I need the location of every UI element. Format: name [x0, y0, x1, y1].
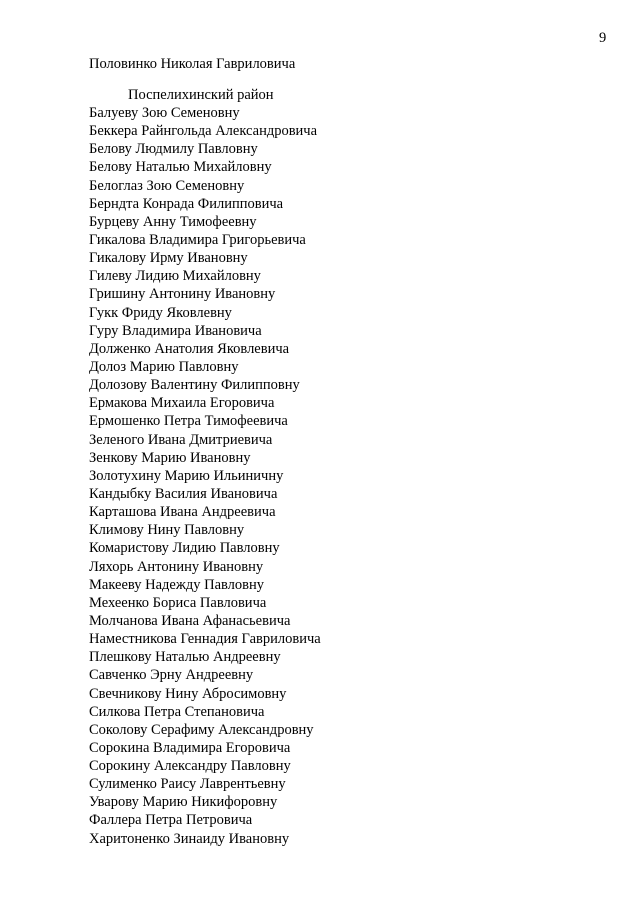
name-entry-top: Половинко Николая Гавриловича: [89, 56, 296, 72]
name-list-item: Берндта Конрада Филипповича: [89, 195, 284, 212]
name-list-item: Долозову Валентину Филипповну: [89, 377, 300, 394]
name-list-item: Гилеву Лидию Михайловну: [89, 268, 261, 285]
name-list-item: Кандыбку Василия Ивановича: [89, 485, 278, 502]
name-list-item: Сулименко Раису Лаврентьевну: [89, 776, 286, 793]
name-list-item: Климову Нину Павловну: [89, 522, 245, 539]
name-list-item: Гуру Владимира Ивановича: [89, 322, 262, 339]
name-list-item: Зенкову Марию Ивановну: [89, 449, 251, 466]
page-number: 9: [599, 30, 607, 46]
name-list-item: Уварову Марию Никифоровну: [89, 794, 278, 811]
name-list-item: Сорокину Александру Павловну: [89, 758, 291, 775]
name-list-item: Макееву Надежду Павловну: [89, 576, 265, 593]
district-heading: Поспелихинский район: [128, 87, 274, 103]
name-list-item: Белоглаз Зою Семеновну: [89, 177, 245, 194]
name-list-item: Фаллера Петра Петровича: [89, 812, 253, 829]
name-list-item: Гришину Антонину Ивановну: [89, 286, 276, 303]
name-list-item: Силкова Петра Степановича: [89, 703, 265, 720]
name-list-item: Белову Людмилу Павловну: [89, 141, 258, 158]
name-list-item: Ляхорь Антонину Ивановну: [89, 558, 264, 575]
name-list-item: Долженко Анатолия Яковлевича: [89, 340, 290, 357]
names-list: [89, 104, 321, 848]
name-list-item: Соколову Серафиму Александровну: [89, 721, 314, 738]
name-list-item: Сорокина Владимира Егоровича: [89, 739, 291, 756]
name-list-item: Савченко Эрну Андреевну: [89, 667, 254, 684]
name-list-item: Бурцеву Анну Тимофеевну: [89, 213, 257, 230]
name-list-item: Мехеенко Бориса Павловича: [89, 594, 267, 611]
name-list-item: Молчанова Ивана Афанасьевича: [89, 612, 291, 629]
name-list-item: Комаристову Лидию Павловну: [89, 540, 280, 557]
name-list-item: Беккера Райнгольда Александровича: [89, 123, 318, 140]
name-list-item: Зеленого Ивана Дмитриевича: [89, 431, 273, 448]
name-list-item: Свечникову Нину Абросимовну: [89, 685, 287, 702]
name-list-item: Гикалова Владимира Григорьевича: [89, 231, 306, 248]
name-list-item: Гикалову Ирму Ивановну: [89, 250, 248, 267]
name-list-item: Наместникова Геннадия Гавриловича: [89, 631, 321, 648]
name-list-item: Харитоненко Зинаиду Ивановну: [89, 830, 290, 847]
name-list-item: Ермошенко Петра Тимофеевича: [89, 413, 288, 430]
name-list-item: Карташова Ивана Андреевича: [89, 504, 276, 521]
name-list-item: Балуеву Зою Семеновну: [89, 105, 240, 121]
name-list-item: Долоз Марию Павловну: [89, 358, 239, 375]
name-list-item: Плешкову Наталью Андреевну: [89, 649, 281, 666]
name-list-item: Ермакова Михаила Егоровича: [89, 395, 275, 412]
name-list-item: Золотухину Марию Ильиничну: [89, 467, 284, 484]
name-list-item: Белову Наталью Михайловну: [89, 159, 272, 176]
name-list-item: Гукк Фриду Яковлевну: [89, 304, 232, 321]
